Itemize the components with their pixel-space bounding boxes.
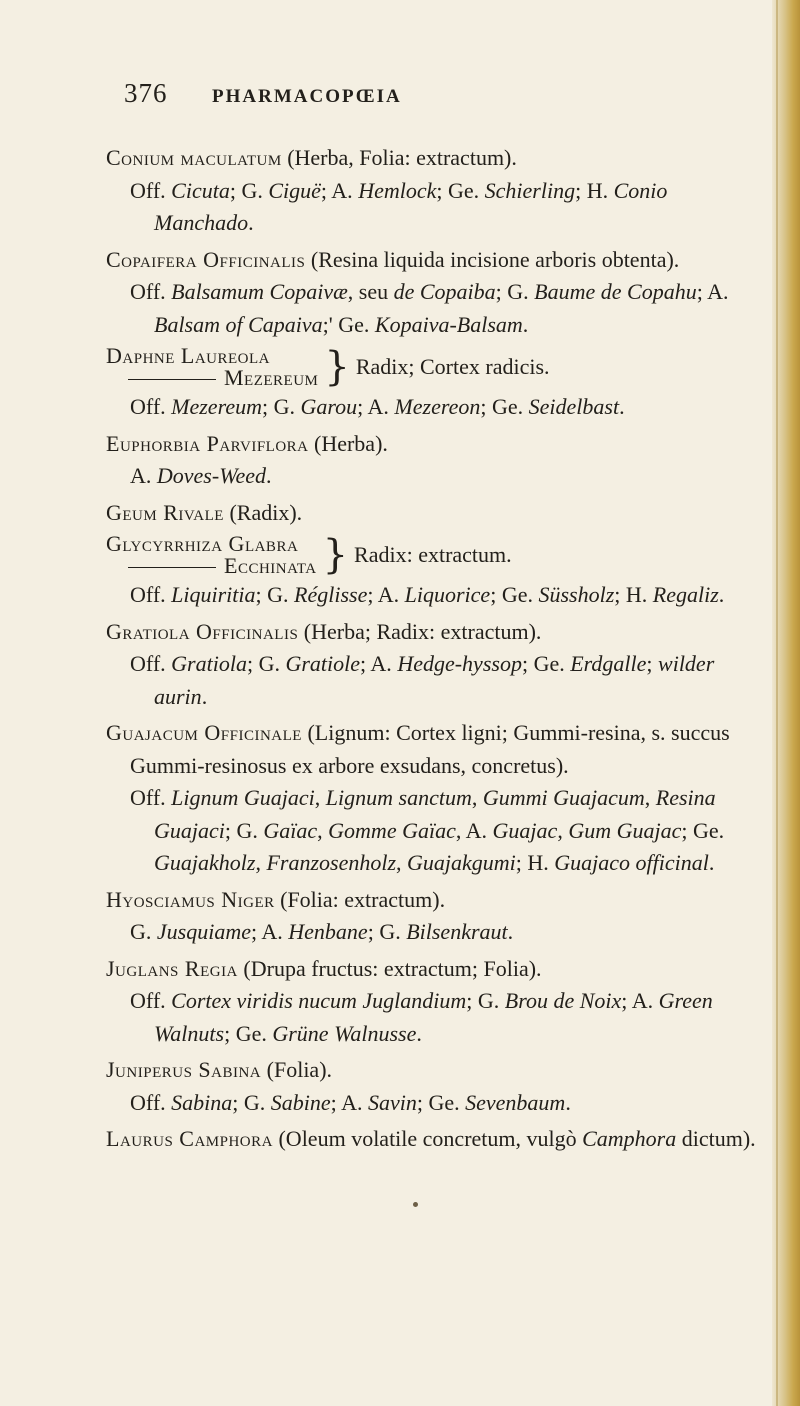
language-label: , (396, 850, 408, 875)
language-label: . (718, 582, 725, 607)
language-label: . (522, 311, 529, 337)
entry-heading (106, 953, 766, 986)
synonym-name: Grüne Walnusse (272, 1020, 417, 1046)
entry-heading (106, 244, 766, 277)
synonym-name: Franzosenholz (266, 850, 397, 875)
language-label: ; Ge. (521, 651, 571, 676)
language-label: . (201, 683, 208, 709)
entry (106, 717, 766, 880)
language-label: ; Ge. (490, 582, 539, 607)
synonym-line (106, 579, 766, 612)
brace-mark: } (324, 344, 350, 390)
entry (106, 497, 766, 530)
species-name: Euphorbia Parviflora (106, 430, 309, 456)
entry-heading (106, 497, 766, 530)
species-name: Geum Rivale (106, 499, 224, 525)
synonym-name: Guajac (492, 817, 558, 843)
synonym-name: Réglisse (294, 582, 368, 607)
language-label: A. (130, 463, 157, 488)
synonym-line (106, 276, 766, 341)
synonym-name: Mezereon (394, 394, 481, 419)
language-label: ; (646, 651, 659, 676)
ink-mark (413, 1202, 418, 1207)
language-label: , (255, 850, 267, 875)
language-label: ; G. (224, 817, 264, 843)
entry (106, 616, 766, 714)
synonym-name: Liquiritia (171, 582, 256, 607)
synonym-name: Kopaiva-Balsam (374, 311, 523, 337)
language-label: Off. (130, 651, 172, 676)
bracketed-species-pair (106, 345, 766, 389)
synonym-name: Mezereum (171, 394, 262, 419)
language-label: ;' Ge. (322, 311, 375, 337)
language-label: ; A. (357, 394, 395, 419)
synonym-name: Guajakholz (154, 850, 256, 875)
drug-parts: (Herba; Radix: extractum). (298, 618, 542, 644)
synonym-name: Savin (367, 1089, 417, 1115)
language-label: ; G. (495, 279, 535, 304)
synonym-name: Guajakgumi (407, 850, 516, 875)
page-edge-line (776, 0, 778, 1406)
drug-parts: (Herba). (308, 430, 388, 456)
language-label: ; A. (360, 651, 398, 676)
language-label: ; G. (229, 177, 269, 203)
synonym-name: Sabina (171, 1089, 233, 1115)
synonym-name: Sabine (270, 1089, 331, 1115)
species-name: Conium maculatum (106, 145, 282, 170)
species-name: Laurus Camphora (106, 1126, 273, 1151)
synonym-line (106, 782, 766, 880)
synonym-name: Jusquiame (156, 919, 251, 944)
species-name: Copaifera Officinalis (106, 246, 306, 272)
drug-parts: (Herba, Folia: extractum). (281, 145, 517, 170)
synonym-name: Garou (300, 394, 358, 419)
language-label: , (314, 785, 326, 810)
drug-parts: Radix; Cortex radicis. (355, 353, 550, 379)
entry-heading (106, 717, 766, 782)
language-label: Off. (130, 279, 172, 304)
synonym-name: Gum Guajac (568, 817, 682, 843)
language-label: Off. (130, 394, 172, 419)
species-line (106, 555, 317, 577)
language-label: ; G. (232, 1089, 271, 1115)
language-label: . (248, 210, 254, 235)
synonym-name: Brou de Noix (504, 988, 622, 1013)
synonym-line (106, 175, 766, 240)
synonym-name: Hedge-hyssop (397, 651, 522, 676)
species-line (106, 345, 318, 367)
language-label: , (557, 817, 569, 843)
language-label: ; A. (696, 279, 729, 304)
language-label: ; Ge. (224, 1020, 273, 1046)
species-name: Daphne Laureola (106, 343, 270, 368)
page-number: 376 (124, 78, 168, 108)
synonym-name: Sevenbaum (465, 1089, 566, 1115)
entry (106, 533, 766, 612)
language-label: , (317, 817, 329, 843)
species-names (106, 533, 317, 577)
drug-parts: dictum). (676, 1126, 756, 1151)
entry (106, 142, 766, 240)
language-label: . (565, 1089, 571, 1115)
language-label: G. (130, 919, 157, 944)
synonym-name: Ciguë (268, 177, 321, 203)
language-label: ; H. (515, 850, 555, 875)
language-label: , (471, 785, 483, 810)
drug-parts-italic: Camphora (582, 1126, 677, 1151)
synonym-name: Schierling (484, 177, 576, 203)
language-label: . (266, 463, 272, 488)
synonym-name: Gratiola (171, 651, 247, 676)
species-name: Glycyrrhiza Glabra (106, 531, 299, 556)
bracketed-species-pair (106, 533, 766, 577)
language-label: ; Ge. (480, 394, 529, 419)
species-names (106, 345, 318, 389)
synonym-name: Green Walnuts (154, 988, 713, 1046)
synonym-name: Gomme Gaïac (328, 817, 456, 843)
synonym-name: Henbane (288, 919, 368, 944)
drug-parts: (Folia). (261, 1057, 333, 1082)
language-label: , A. (455, 817, 493, 843)
synonym-name: Bilsenkraut (406, 919, 508, 944)
language-label: ; A. (367, 582, 405, 607)
language-label: ; A. (320, 177, 359, 203)
synonym-line (106, 460, 766, 493)
language-label: Off. (130, 582, 172, 607)
drug-parts: (Lignum: Cortex ligni; Gummi-resina, s. succus Gummi-resinosus ex arbore exsudans, concretus). (130, 720, 730, 778)
page-header (124, 78, 724, 118)
entry (106, 884, 766, 949)
language-label: . (507, 919, 514, 944)
language-label: , (644, 785, 656, 810)
language-label: Off. (130, 177, 172, 203)
synonym-name: Doves-Weed (156, 463, 267, 488)
synonym-name: de Copaiba (393, 279, 496, 304)
synonym-name: Regaliz (652, 582, 719, 607)
entry-list (106, 142, 766, 1160)
language-label: , seu (347, 279, 394, 304)
synonym-name: Cicuta (171, 177, 230, 203)
synonym-name: Gummi Guajacum (482, 785, 645, 810)
synonym-line (106, 916, 766, 949)
synonym-name: Baume de Copahu (534, 279, 697, 304)
entry-heading (106, 616, 766, 649)
language-label: ; A. (250, 919, 289, 944)
synonym-line (106, 648, 766, 713)
species-name: Guajacum Officinale (106, 720, 302, 745)
drug-parts: (Oleum volatile concretum, vulgò (272, 1126, 583, 1151)
brace-mark: } (322, 532, 349, 578)
entry-heading (106, 1123, 766, 1156)
ditto-dash (128, 567, 216, 568)
language-label: ; H. (575, 177, 614, 203)
language-label: ; G. (367, 919, 407, 944)
language-label: Off. (130, 988, 172, 1013)
synonym-name: Gratiole (285, 651, 361, 676)
synonym-name: Lignum Guajaci (171, 785, 315, 810)
species-name: Mezereum (224, 365, 319, 390)
synonym-name: wilder aurin (154, 651, 715, 709)
synonym-name: Balsamum Copaivæ (171, 279, 348, 304)
language-label: ; G. (261, 394, 301, 419)
synonym-name: Conio Manchado (154, 177, 668, 235)
species-line (106, 367, 318, 389)
synonym-name: Resina Guajaci (154, 785, 716, 843)
synonym-name: Hemlock (358, 177, 437, 203)
language-label: ; Ge. (416, 1089, 466, 1115)
entry (106, 428, 766, 493)
entry (106, 244, 766, 342)
synonym-name: Liquorice (404, 582, 491, 607)
language-label: ; G. (255, 582, 295, 607)
synonym-name: Süssholz (538, 582, 615, 607)
language-label: ; A. (621, 988, 659, 1013)
drug-parts: (Drupa fructus: extractum; Folia). (237, 955, 542, 981)
species-name: Gratiola Officinalis (106, 618, 299, 644)
language-label: ; G. (466, 988, 505, 1013)
synonym-name: Guajaco officinal (554, 850, 709, 875)
species-name: Juglans Regia (106, 955, 238, 981)
species-name: Hyosciamus Niger (106, 886, 275, 912)
language-label: . (416, 1020, 422, 1046)
entry (106, 953, 766, 1051)
synonym-name: Lignum sanctum (325, 785, 472, 810)
species-name: Juniperus Sabina (106, 1057, 262, 1082)
drug-parts: (Radix). (223, 499, 303, 525)
synonym-name: Erdgalle (570, 651, 647, 676)
language-label: . (708, 850, 715, 875)
entry-heading (106, 142, 766, 175)
language-label: . (619, 394, 625, 419)
synonym-line (106, 391, 766, 424)
species-line (106, 533, 317, 555)
language-label: ; Ge. (436, 177, 485, 203)
entry-heading (106, 428, 766, 461)
language-label: Off. (130, 1089, 172, 1115)
synonym-name: Cortex viridis nucum Juglandium (171, 988, 467, 1013)
drug-parts: (Folia: extractum). (274, 886, 446, 912)
running-head: PHARMACOPŒIA (212, 86, 402, 107)
entry-heading (106, 1054, 766, 1087)
language-label: ; Ge. (681, 817, 725, 843)
entry (106, 345, 766, 424)
ditto-dash (128, 379, 216, 380)
entry (106, 1123, 766, 1156)
entry-heading (106, 884, 766, 917)
synonym-name: Balsam of Capaiva (154, 311, 323, 337)
entry (106, 1054, 766, 1119)
language-label: ; H. (614, 582, 653, 607)
drug-parts: Radix: extractum. (354, 541, 512, 567)
drug-parts: (Resina liquida incisione arboris obtenta). (305, 246, 680, 272)
synonym-name: Seidelbast (528, 394, 620, 419)
synonym-line (106, 985, 766, 1050)
species-name: Ecchinata (224, 553, 317, 578)
language-label: ; A. (330, 1089, 368, 1115)
language-label: Off. (130, 785, 172, 810)
language-label: ; G. (246, 651, 286, 676)
synonym-name: Gaïac (263, 817, 318, 843)
synonym-line (106, 1087, 766, 1120)
